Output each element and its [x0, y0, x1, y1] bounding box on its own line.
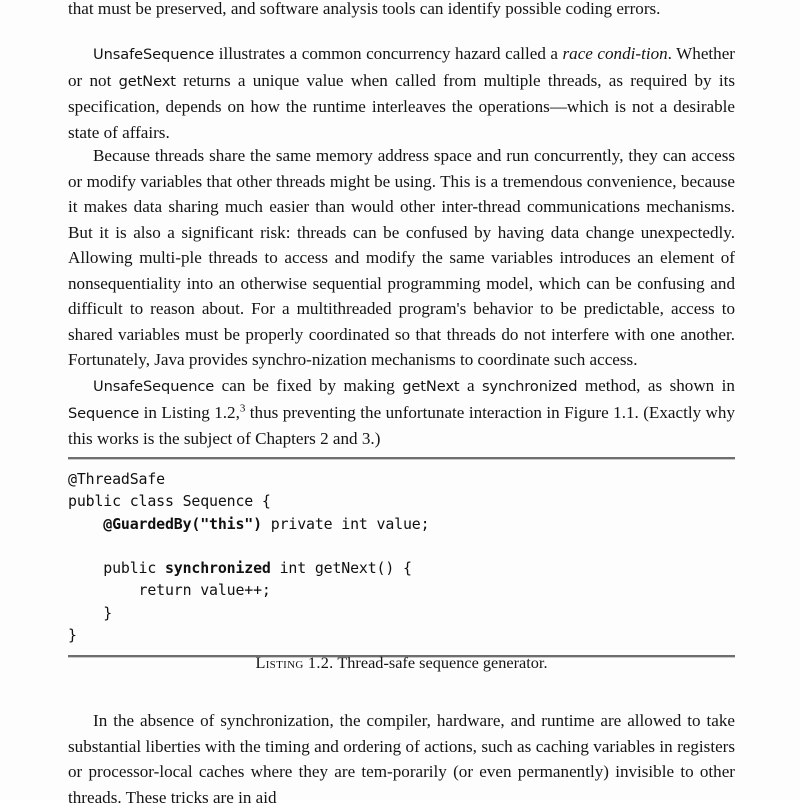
code-blank-line	[68, 535, 735, 557]
paragraph-2-seg-3: . Whether or not	[68, 44, 735, 90]
paragraph-4-seg-4: in Listing 1.2,	[139, 402, 240, 422]
code-annotation-guardedby: @GuardedBy("this")	[103, 514, 262, 533]
paragraph-2-seg-1: illustrates a common concurrency hazard called a	[214, 44, 563, 63]
code-line	[68, 559, 412, 577]
paragraph-5-block	[68, 708, 735, 810]
paragraph-4-seg-5: thus preventing the unfortunate interaction in Figure 1.1. (Exactly why this works is the subject of Chapters 2 and 3.)	[68, 402, 735, 449]
code-line	[68, 581, 271, 599]
paragraph-4-block	[68, 373, 735, 452]
code-line	[68, 626, 77, 644]
paragraph-2	[68, 41, 735, 145]
paragraph-1-line-1: that must be preserved, and software analysis tools can identify possible coding	[68, 0, 613, 18]
code-listing-block	[68, 457, 735, 657]
code-text: private int value;	[261, 514, 430, 533]
italic-race-condition-part1: race condi-	[562, 44, 642, 63]
inline-code-unsafesequence: UnsafeSequence	[93, 46, 215, 63]
code-text: return value++;	[68, 581, 271, 600]
paragraph-4-seg-3: method, as shown in	[577, 376, 735, 395]
inline-code-unsafesequence-2: UnsafeSequence	[93, 378, 215, 395]
listing-caption	[68, 653, 735, 673]
inline-code-synchronized: synchronized	[482, 378, 578, 395]
code-line	[68, 492, 271, 510]
code-indent	[68, 515, 103, 533]
code-keyword-synchronized: synchronized	[164, 559, 271, 578]
code-listing	[68, 459, 735, 655]
code-line	[68, 604, 112, 622]
inline-code-sequence: Sequence	[68, 404, 140, 422]
paragraph-3-block	[68, 143, 735, 373]
paragraph-2-seg-4: returns a unique value when called from multiple threads, as required by its specification, depends on how the runtime interleaves the operations—which is not a desirable state of affairs.	[68, 70, 735, 142]
code-text: }	[68, 603, 113, 622]
paragraph-4	[68, 373, 735, 452]
code-line	[68, 470, 165, 488]
code-line	[68, 515, 429, 533]
code-text: public	[68, 559, 165, 578]
code-text: public class Sequence {	[68, 492, 271, 511]
code-text: int getNext() {	[270, 559, 412, 578]
paragraph-4-seg-1: can be fixed by making	[214, 376, 403, 395]
paragraph-4-seg-2: a	[459, 376, 483, 395]
paragraph-3: Because threads share the same memory address space and run concurrently, they can access or modify variables that other threads might be using. This is a tremendous convenience, because it makes data sharing much easier than would other inter-thread communications mechanisms. But it is also a significant risk: threads can be confused by having data change unexpectedly. Allowing multi-ple threads to access and modify the same variables introduces an element of nonsequentiality into an otherwise sequential programming model, which can be confusing and difficult to reason about. For a multithreaded program's behavior to be predictable, access to shared variables must be properly coordinated so that threads do not interfere with one another. Fortunately, Java provides synchro-nization mechanisms to coordinate such access.	[68, 146, 735, 370]
listing-caption-label: Listing 1.2.	[255, 653, 334, 672]
inline-code-getnext: getNext	[118, 72, 176, 90]
code-text: }	[68, 626, 77, 645]
footnote-marker-3: 3	[239, 401, 246, 414]
paragraph-1	[68, 0, 735, 22]
paragraph-continuation	[68, 0, 735, 22]
paragraph-1-line-2: errors.	[616, 0, 661, 18]
inline-code-getnext-2: getNext	[402, 378, 460, 395]
listing-caption-text: Thread-safe sequence generator.	[333, 653, 548, 672]
code-text: @ThreadSafe	[68, 470, 165, 488]
italic-race-condition-part2: tion	[641, 44, 668, 63]
paragraph-2-block	[68, 41, 735, 145]
paragraph-5: In the absence of synchronization, the compiler, hardware, and runtime are allowed to take substantial liberties with the timing and ordering of actions, such as caching variables in registers or processor-local caches where they are tem-porarily (or even permanently) invisible to other threads. These tricks are in aid	[68, 711, 735, 807]
